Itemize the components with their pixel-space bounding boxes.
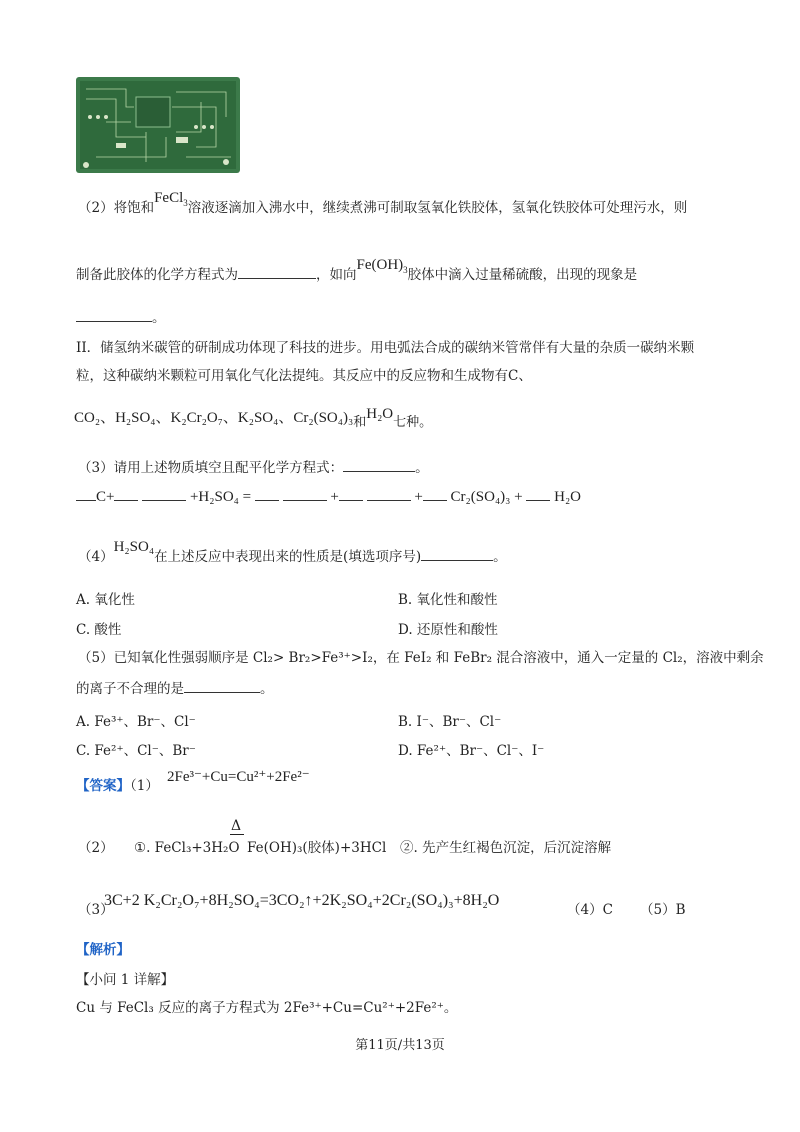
q3-equation-template: C+ +H₂SO₄ = + + Cr₂(SO₄)₃ + H₂O <box>76 488 581 506</box>
answer-blank <box>238 266 316 279</box>
page-footer: 第11页/共13页 <box>355 1038 445 1053</box>
q2-text-3: ，如向 <box>316 267 357 283</box>
section-2-line-1: II．储氢纳米碳管的研制成功体现了科技的进步。用电弧法合成的碳纳米管常伴有大量的杂质一碳纳米颗 <box>76 340 695 356</box>
circuit-board-image <box>76 77 240 173</box>
q5-option-d[interactable]: D. Fe²⁺、Br⁻、Cl⁻、I⁻ <box>398 743 545 759</box>
answer-blank <box>343 459 415 472</box>
q2-text-1: 溶液逐滴加入沸水中，继续煮沸可制取氢氧化铁胶体，氢氧化铁胶体可处理污水，则 <box>187 200 688 216</box>
subquestion-1-tag: 【小问 1 详解】 <box>76 972 175 988</box>
q2-text-4: 胶体中滴入过量稀硫酸，出现的现象是 <box>407 267 638 283</box>
h2so4-formula: H₂SO₄ <box>113 539 155 555</box>
answer-2-part-3: ②. 先产生红褐色沉淀，后沉淀溶解 <box>400 840 612 856</box>
subquestion-1-text: Cu 与 FeCl₃ 反应的离子方程式为 2Fe³⁺+Cu=Cu²⁺+2Fe²⁺。 <box>76 1000 458 1016</box>
q4-option-b[interactable]: B. 氧化性和酸性 <box>398 592 498 608</box>
q5-option-c[interactable]: C. Fe²⁺、Cl⁻、Br⁻ <box>76 743 196 759</box>
answer-5: （5）B <box>640 902 686 918</box>
fecl3-formula: FeCl <box>154 190 184 206</box>
q5-text-2: 的离子不合理的是 <box>76 681 184 697</box>
q4-text: 在上述反应中表现出来的性质是(填选项序号) <box>154 549 422 565</box>
q4-option-d[interactable]: D. 还原性和酸性 <box>398 622 498 638</box>
answer-tag: 【答案】 <box>76 778 130 794</box>
section-2-line-2: 粒，这种碳纳米颗粒可用氧化气化法提纯。其反应中的反应物和生成物有C、 <box>76 368 532 384</box>
feoh3-formula: Fe(OH) <box>356 257 404 273</box>
q4-option-c[interactable]: C. 酸性 <box>76 622 122 638</box>
answer-4: （4）C <box>567 902 613 918</box>
q5-text-1: （5）已知氧化性强弱顺序是 Cl₂> Br₂>Fe³⁺>I₂，在 FeI₂ 和 FeBr₂ 混合溶液中，通入一定量的 Cl₂，溶液中剩余 <box>78 650 764 666</box>
answer-3-equation: 3C+2 K₂Cr₂O₇+8H₂SO₄=3CO₂↑+2K₂SO₄+2Cr₂(SO₄)₃+8H₂O <box>104 892 500 909</box>
answer-blank <box>184 680 260 693</box>
heat-delta-symbol: Δ <box>231 818 242 834</box>
q3-text: （3）请用上述物质填空且配平化学方程式： <box>78 460 344 476</box>
q4-option-a[interactable]: A. 氧化性 <box>76 592 135 608</box>
q2-intro: （2）将饱和 <box>78 200 155 216</box>
water-formula: H₂O <box>366 406 394 422</box>
answer-blank <box>76 309 152 322</box>
q2-text-2: 制备此胶体的化学方程式为 <box>76 267 238 283</box>
answer-2-part-1: ①. FeCl₃+3H₂O <box>134 840 240 856</box>
heat-bar <box>230 834 244 835</box>
answer-2-part-2: Fe(OH)₃(胶体)+3HCl <box>247 840 387 856</box>
q5-option-a[interactable]: A. Fe³⁺、Br⁻、Cl⁻ <box>76 714 196 730</box>
answer-1-equation: 2Fe³⁻+Cu=Cu²⁺+2Fe²⁻ <box>167 769 310 785</box>
analysis-tag: 【解析】 <box>76 942 130 958</box>
q2-end: 。 <box>152 310 166 326</box>
answer-blank <box>421 548 493 561</box>
q5-option-b[interactable]: B. I⁻、Br⁻、Cl⁻ <box>398 714 502 730</box>
substance-list: CO₂、H₂SO₄、K₂Cr₂O₇、K₂SO₄、Cr₂(SO₄)₃ <box>74 410 354 426</box>
